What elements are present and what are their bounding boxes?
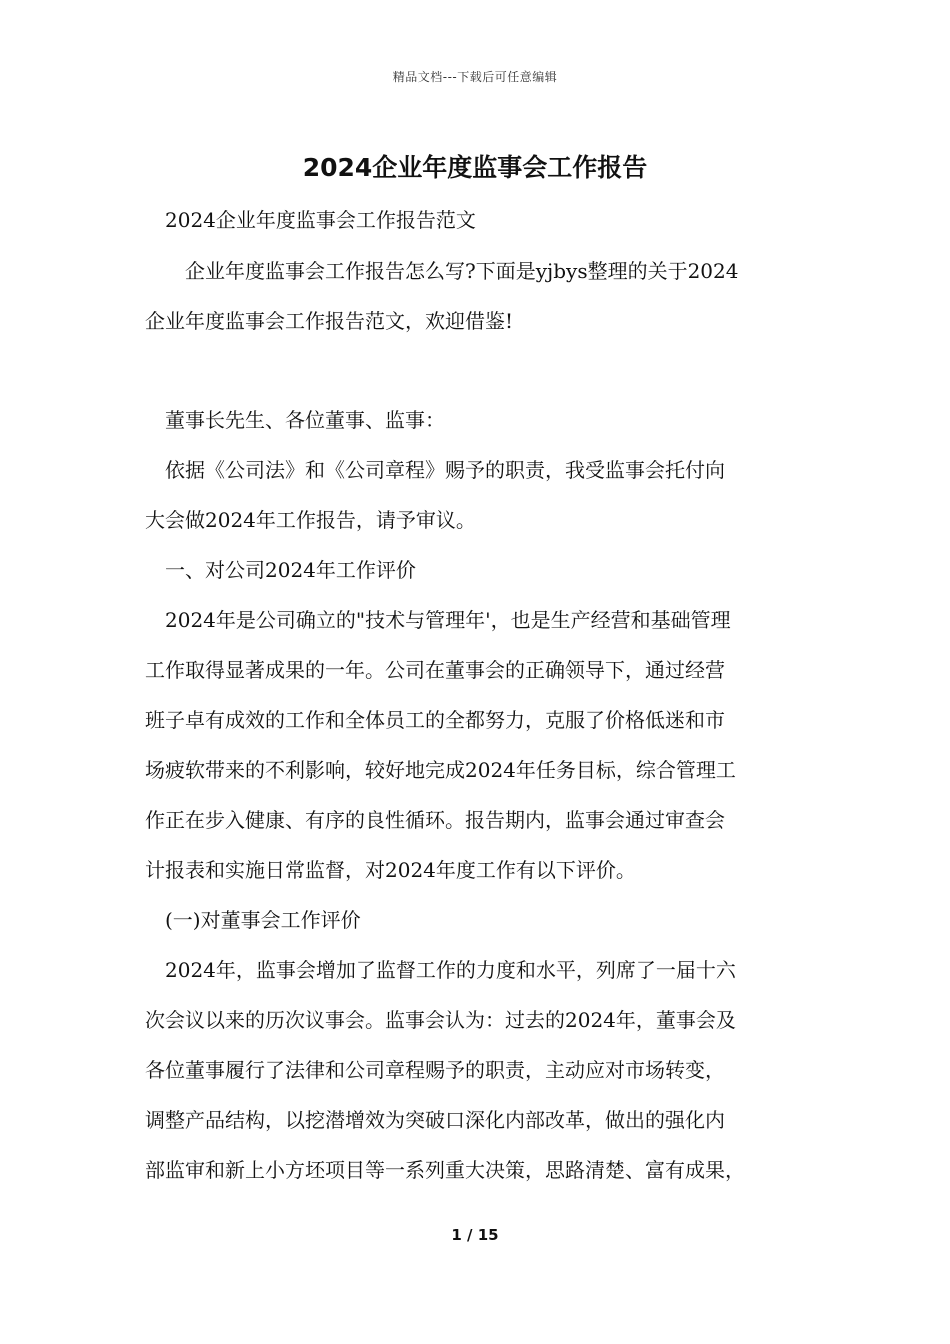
paragraph-3-line-2: 次会议以来的历次议事会。监事会认为：过去的2024年，董事会及: [145, 1008, 736, 1032]
page-number: 1 / 15: [451, 1226, 499, 1244]
greeting: 董事长先生、各位董事、监事：: [165, 408, 445, 432]
paragraph-2-line-2: 工作取得显著成果的一年。公司在董事会的正确领导下，通过经营: [145, 658, 725, 682]
subsection-1-heading: (一)对董事会工作评价: [165, 908, 361, 932]
paragraph-2-line-3: 班子卓有成效的工作和全体员工的全都努力，克服了价格低迷和市: [145, 708, 725, 732]
paragraph-3-line-1: 2024年，监事会增加了监督工作的力度和水平，列席了一届十六: [165, 958, 736, 982]
paragraph-1-line-1: 依据《公司法》和《公司章程》赐予的职责，我受监事会托付向: [165, 458, 725, 482]
paragraph-2-line-5: 作正在步入健康、有序的良性循环。报告期内，监事会通过审查会: [145, 808, 725, 832]
intro-line-1: 企业年度监事会工作报告怎么写?下面是yjbys整理的关于2024: [185, 259, 739, 283]
paragraph-2-line-4: 场疲软带来的不利影响，较好地完成2024年任务目标，综合管理工: [145, 758, 736, 782]
section-1-heading: 一、对公司2024年工作评价: [165, 558, 416, 582]
subtitle: 2024企业年度监事会工作报告范文: [165, 208, 476, 232]
paragraph-1-line-2: 大会做2024年工作报告，请予审议。: [145, 508, 476, 532]
paragraph-2-line-1: 2024年是公司确立的"技术与管理年'，也是生产经营和基础管理: [165, 608, 731, 632]
document-title: 2024企业年度监事会工作报告: [302, 153, 648, 182]
header-note: 精品文档---下载后可任意编辑: [392, 70, 558, 84]
intro-line-2: 企业年度监事会工作报告范文，欢迎借鉴!: [145, 309, 514, 333]
paragraph-2-line-6: 计报表和实施日常监督，对2024年度工作有以下评价。: [145, 858, 636, 882]
paragraph-3-line-5: 部监审和新上小方坯项目等一系列重大决策，思路清楚、富有成果，: [145, 1158, 745, 1182]
paragraph-3-line-3: 各位董事履行了法律和公司章程赐予的职责，主动应对市场转变，: [145, 1058, 725, 1082]
paragraph-3-line-4: 调整产品结构，以挖潜增效为突破口深化内部改革，做出的强化内: [145, 1108, 725, 1132]
